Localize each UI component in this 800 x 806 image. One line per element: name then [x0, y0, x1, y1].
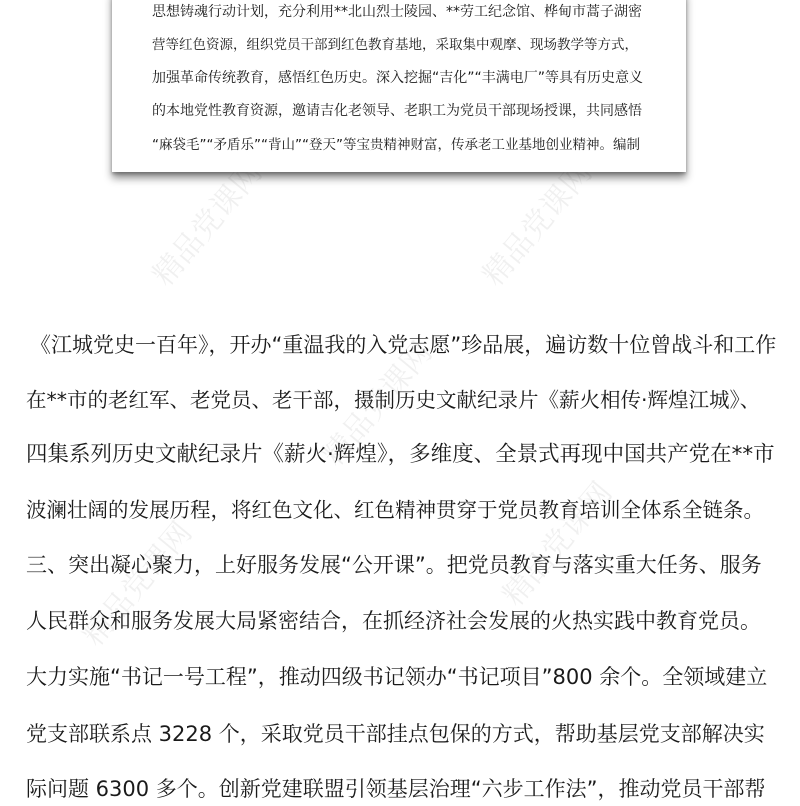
body-text-line: 党支部联系点 3228 个，采取党员干部挂点包保的方式，帮助基层党支部解决实	[26, 722, 765, 746]
card-text-line: 营等红色资源，组织党员干部到红色教育基地，采取集中观摩、现场教学等方式，	[152, 37, 638, 53]
card-text-line: 思想铸魂行动计划，充分利用**北山烈士陵园、**劳工纪念馆、桦甸市蒿子湖密	[152, 4, 642, 20]
watermark: 精品党课网	[476, 155, 600, 293]
document-page-card	[112, 0, 686, 172]
card-text-line: “麻袋毛”“矛盾乐”“背山”“登天”等宝贵精神财富，传承老工业基地创业精神。编制	[152, 137, 640, 153]
body-text-line: 波澜壮阔的发展历程，将红色文化、红色精神贯穿于党员教育培训全体系全链条。	[26, 498, 764, 522]
watermark: 精品党课网	[316, 335, 440, 473]
body-text-line: 人民群众和服务发展大局紧密结合，在抓经济社会发展的火热实践中教育党员。	[26, 609, 761, 633]
body-text-line: 大力实施“书记一号工程”，推动四级书记领办“书记项目”800 余个。全领域建立	[26, 665, 768, 689]
card-text-line: 加强革命传统教育，感悟红色历史。深入挖掘“吉化”“丰满电厂”等具有历史意义	[152, 70, 644, 86]
body-text-line: 四集系列历史文献纪录片《薪火·辉煌》，多维度、全景式再现中国共产党在**市	[26, 442, 775, 467]
watermark: 精品党课网	[76, 515, 200, 653]
body-text-line: 《江城党史一百年》，开办“重温我的入党志愿”珍品展，遍访数十位曾战斗和工作	[30, 333, 777, 357]
body-text-line: 在**市的老红军、老党员、老干部，摄制历史文献纪录片《薪火相传·辉煌江城》、	[26, 388, 761, 412]
watermark: 精品党课网	[496, 475, 620, 613]
card-text-line: 的本地党性教育资源，邀请吉化老领导、老职工为党员干部现场授课，共同感悟	[152, 103, 642, 119]
watermark: 精品党课网	[146, 155, 270, 293]
body-text-line: 际问题 6300 多个。创新党建联盟引领基层治理“六步工作法”，推动党员干部帮	[26, 777, 766, 801]
body-text-line: 三、突出凝心聚力，上好服务发展“公开课”。把党员教育与落实重大任务、服务	[26, 553, 762, 577]
